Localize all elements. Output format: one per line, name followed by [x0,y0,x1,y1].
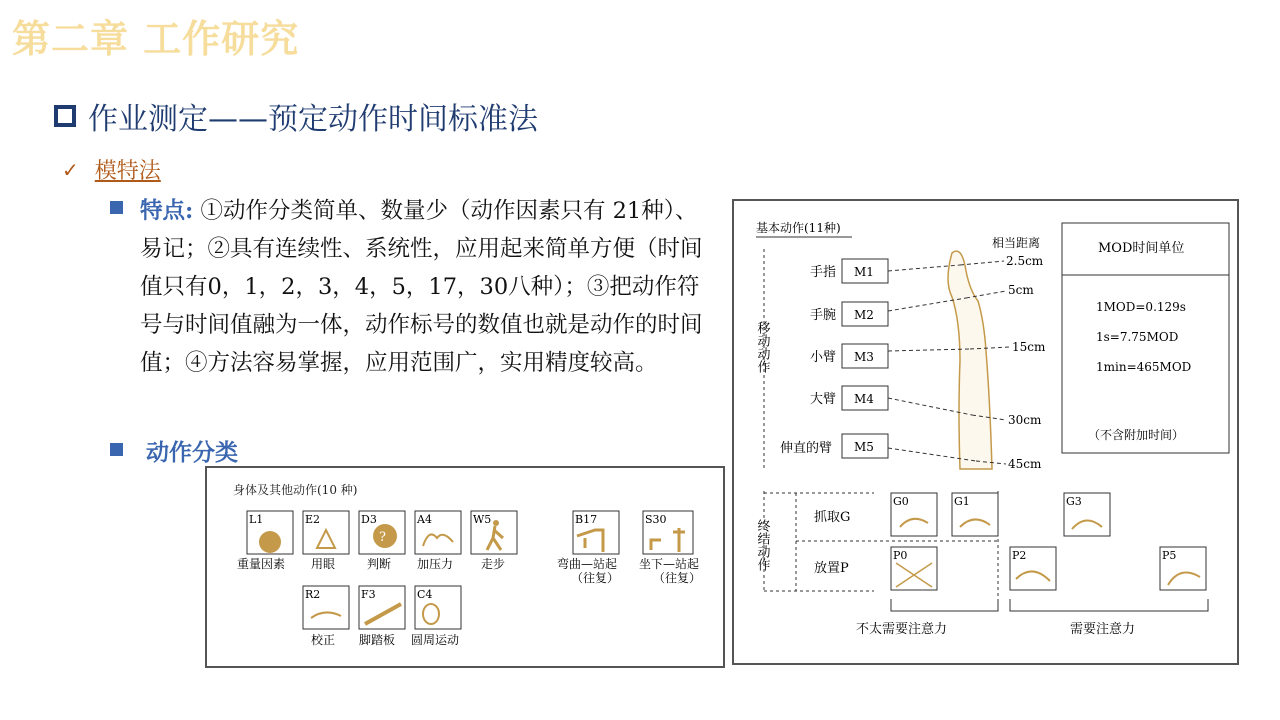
chapter-title: 第二章 工作研究 [12,17,300,61]
motion-label: 重量因素 [237,557,286,571]
move-row [810,386,1042,427]
basic-motions-figure [732,199,1239,665]
motion-label: 圆周运动 [411,633,460,647]
motion-code: S30 [645,513,667,526]
grasp-card [952,493,998,536]
weight-person-icon [259,531,281,553]
mod-line: 1MOD=0.129s [1096,300,1186,314]
move-label: 大臂 [810,392,837,407]
motion-card [303,586,349,647]
move-distance: 5cm [1008,283,1034,297]
move-group-label: 移动动作 [754,321,770,373]
motion-card [359,586,405,647]
motion-card [359,511,405,571]
move-code: M5 [854,440,874,454]
motion-card [557,511,619,585]
mod-time-box [1062,223,1229,453]
figure-title: 身体及其他动作(10 种) [233,483,358,497]
move-row [780,434,1042,471]
motion-label: 加压力 [417,557,454,571]
motion-card [411,586,461,647]
less-attention-label: 不太需要注意力 [856,622,948,637]
sub-item [62,154,161,185]
motion-label: 用眼 [311,557,336,571]
motion-label: 弯曲—站起 [557,557,618,571]
arm-icon [948,251,992,469]
motion-card [639,511,701,585]
motion-code: L1 [249,513,264,526]
move-row [810,340,1046,368]
move-row [810,254,1044,283]
motion-label: 判断 [367,557,392,571]
move-row [810,283,1034,326]
p-code: P5 [1162,549,1177,562]
mod-line: 1s=7.75MOD [1096,330,1179,344]
motion-code: E2 [305,513,321,526]
mod-line: 1min=465MOD [1096,360,1192,374]
features-text: ①动作分类简单、数量少（动作因素只有 21种）、易记；②具有连续性、系统性，应用起来简单方便（时间值只有0，1，2，3，4，5，17，30八种）；③把动作符号与时间值融为一体，动作标号的数值也就是动作的时间值；④方法容易掌握，应用范围广，实用精度较高。 [140,198,703,376]
section-title: 作业测定——预定动作时间标准法 [88,102,538,137]
motion-code: F3 [361,588,376,601]
p-code: P2 [1012,549,1027,562]
motion-code: R2 [305,588,321,601]
motion-label: 校正 [311,633,336,647]
move-label: 小臂 [810,350,837,365]
place-card [1010,547,1056,590]
features-paragraph [140,192,710,382]
mod-title: MOD时间单位 [1098,241,1185,256]
svg-text:?: ? [379,530,386,545]
mod-note: （不含附加时间） [1088,428,1185,442]
square-bullet-icon [110,443,123,456]
section-heading [54,94,538,138]
end-group-label: 终结动作 [754,519,770,571]
move-distance: 2.5cm [1006,254,1044,268]
motion-card [415,511,461,571]
grasp-label: 抓取G [814,510,851,525]
g-code: G3 [1066,495,1082,508]
motion-code: W5 [473,513,492,526]
motion-card [471,511,517,571]
need-attention-label: 需要注意力 [1070,622,1136,637]
square-bullet-icon [54,105,76,127]
categories-label: 动作分类 [146,439,238,466]
motion-card [237,511,293,571]
distance-header: 相当距离 [992,236,1041,250]
motion-code: C4 [417,588,433,601]
move-code: M1 [854,265,874,279]
place-label: 放置P [814,561,849,576]
move-code: M3 [854,350,874,364]
move-label: 手指 [810,265,837,280]
body-motions-figure [205,466,725,668]
motion-card [303,511,349,571]
motion-label: 坐下—站起 [639,557,700,571]
features-label: 特点: [140,198,194,224]
g-code: G1 [954,495,970,508]
move-distance: 30cm [1008,413,1042,427]
motion-code: D3 [361,513,377,526]
motion-label: 脚踏板 [359,633,396,647]
move-distance: 15cm [1012,340,1046,354]
motion-sub: （往复） [571,571,620,585]
motion-code: B17 [575,513,598,526]
motion-label: 走步 [481,557,506,571]
place-card [1160,547,1206,590]
move-label: 手腕 [810,308,837,323]
square-bullet-icon [110,201,123,214]
move-label: 伸直的臂 [780,441,833,456]
motion-code: A4 [417,513,432,526]
figure-title: 基本动作(11种) [756,221,841,235]
move-code: M2 [854,308,874,322]
checkmark-icon: ✓ [62,157,79,182]
grasp-card [1064,493,1110,536]
p-code: P0 [893,549,908,562]
place-card [891,547,937,590]
motion-sub: （往复） [653,571,702,585]
move-code: M4 [854,392,874,406]
sub-title-link[interactable]: 模特法 [94,159,161,184]
move-distance: 45cm [1008,457,1042,471]
grasp-card [891,493,937,536]
g-code: G0 [893,495,909,508]
